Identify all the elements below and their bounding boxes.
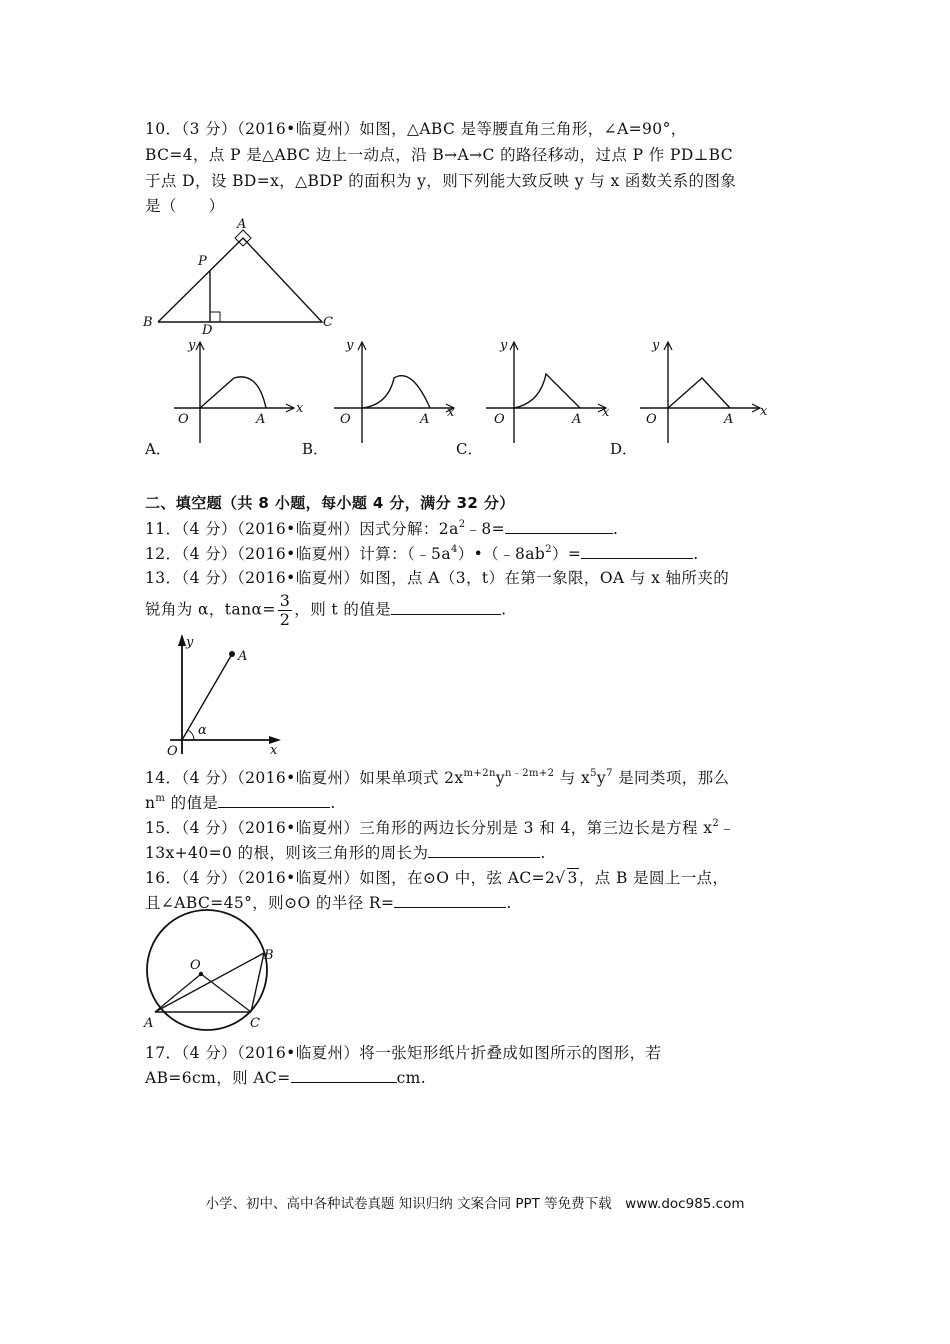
q14-line-1	[145, 766, 729, 788]
q15-line-2	[145, 841, 546, 863]
q14-exp-3: 5	[590, 768, 597, 779]
q14-text-e: 是同类项，那么	[612, 769, 730, 787]
q13-coordinate-figure	[167, 632, 290, 760]
q14-text-d: y	[596, 769, 607, 787]
q16-text-b: ，点 B 是圆上一点，	[578, 869, 729, 887]
q13-end: .	[501, 600, 507, 619]
graph-d-a-label: A	[724, 412, 734, 427]
q10-label-D: D	[202, 323, 213, 338]
q13-label-O: O	[167, 744, 178, 759]
graph-c-x-label: x	[602, 405, 610, 420]
q15-line-2-text: 13x+40=0 的根，则该三角形的周长为	[145, 844, 429, 862]
q10-label-A: A	[237, 217, 247, 232]
graph-d-y-label: y	[652, 338, 660, 353]
graph-d-o-label: O	[646, 412, 657, 427]
q12-exp-2: 2	[545, 544, 552, 555]
q17-line-2	[145, 1066, 426, 1088]
q15-text-a: 15．（4 分）（2016•临夏州）三角形的两边长分别是 3 和 4，第三边长是方程 x	[145, 819, 713, 837]
graph-c-o-label: O	[494, 412, 505, 427]
q16-radicand: 3	[567, 869, 578, 887]
q15-end: .	[540, 844, 546, 862]
q11-line	[145, 517, 618, 539]
q14-value-text: 的值是	[165, 794, 219, 812]
q10-option-c[interactable]: C．	[456, 440, 483, 458]
q11-rest: ﹣8=	[465, 520, 506, 538]
q15-text-b: ﹣	[719, 819, 736, 837]
q14-exp-2: n﹣2m+2	[504, 768, 555, 779]
q16-label-A: A	[144, 1016, 154, 1031]
graph-a-y-label: y	[188, 338, 196, 353]
q16-line-1	[145, 866, 728, 888]
q10-graph-a	[172, 337, 307, 447]
q10-graph-d	[638, 337, 773, 447]
q10-line-4: 是（ ）	[145, 197, 225, 215]
page-footer: 小学、初中、高中各种试卷真题 知识归纳 文案合同 PPT 等免费下载 www.doc985.com	[205, 1196, 745, 1212]
q16-answer-blank[interactable]	[394, 893, 506, 908]
q13-fraction	[278, 593, 293, 628]
q12-text-c: ）=	[551, 545, 582, 563]
q14-text-c: 与 x	[554, 769, 591, 787]
q14-text-a: 14．（4 分）（2016•临夏州）如果单项式 2x	[145, 769, 464, 787]
q12-text-b: ）•（﹣8ab	[457, 545, 546, 563]
q15-line-1	[145, 816, 735, 838]
q14-answer-blank[interactable]	[218, 793, 330, 808]
q10-option-b[interactable]: B．	[302, 440, 329, 458]
q10-label-P: P	[198, 254, 207, 269]
graph-b-x-label: x	[447, 405, 455, 420]
graph-b-o-label: O	[340, 412, 351, 427]
q13-post: ，则 t 的值是	[294, 600, 392, 619]
q15-answer-blank[interactable]	[428, 843, 540, 858]
q10-line-3: 于点 D，设 BD=x，△BDP 的面积为 y，则下列能大致反映 y 与 x 函数关系的图象	[145, 172, 737, 190]
q10-option-d[interactable]: D．	[610, 440, 638, 458]
q13-line-1: 13．（4 分）（2016•临夏州）如图，点 A（3，t）在第一象限，OA 与 x 轴所夹的	[145, 569, 730, 587]
q13-denominator: 2	[279, 610, 291, 629]
q10-triangle-figure	[140, 215, 340, 340]
q10-graph-b	[330, 337, 465, 447]
q16-circle-figure	[140, 913, 290, 1033]
sqrt-icon: √	[555, 869, 566, 887]
q16-label-C: C	[250, 1016, 260, 1031]
q11-text: 11．（4 分）（2016•临夏州）因式分解：2a	[145, 520, 459, 538]
q13-label-y: y	[186, 635, 194, 650]
q14-exp-1: m+2n	[463, 768, 496, 779]
q13-label-alpha: α	[198, 723, 207, 738]
q14-end: .	[330, 794, 336, 812]
q16-label-O: O	[190, 958, 201, 973]
q13-numerator: 3	[279, 591, 291, 610]
q11-exponent: 2	[458, 519, 466, 530]
q16-line-2-text: 且∠ABC=45°，则⊙O 的半径 R=	[145, 894, 395, 912]
graph-c-a-label: A	[572, 412, 582, 427]
graph-a-o-label: O	[178, 412, 189, 427]
q12-answer-blank[interactable]	[581, 544, 693, 559]
graph-a-x-label: x	[296, 401, 304, 416]
q10-graph-c	[484, 337, 619, 447]
q13-pre: 锐角为 α，tanα=	[145, 600, 276, 619]
q16-end: .	[506, 894, 512, 912]
q12-end: .	[693, 545, 699, 563]
q10-line-1: 10．（3 分）（2016•临夏州）如图，△ABC 是等腰直角三角形，∠A=90°，	[145, 120, 687, 138]
graph-b-a-label: A	[420, 412, 430, 427]
q17-line-2-text: AB=6cm，则 AC=	[145, 1069, 291, 1087]
q14-m: m	[155, 793, 166, 804]
graph-c-y-label: y	[500, 338, 508, 353]
q13-label-x: x	[270, 743, 278, 758]
q13-label-A: A	[238, 649, 248, 664]
q15-exp: 2	[712, 818, 720, 829]
q14-n: n	[145, 794, 156, 812]
graph-d-x-label: x	[760, 404, 768, 419]
q11-answer-blank[interactable]	[505, 519, 613, 534]
q12-text-a: 12．（4 分）（2016•临夏州）计算：（﹣5a	[145, 545, 451, 563]
q17-answer-blank[interactable]	[291, 1068, 397, 1083]
q12-line	[145, 542, 699, 564]
q13-answer-blank[interactable]	[391, 600, 501, 615]
q14-line-2	[145, 791, 336, 813]
q10-label-B: B	[143, 315, 153, 330]
q10-line-2: BC=4，点 P 是△ABC 边上一动点，沿 B→A→C 的路径移动，过点 P 作 PD⊥BC	[145, 146, 734, 164]
graph-b-y-label: y	[346, 338, 354, 353]
section-2-title: 二、填空题（共 8 小题，每小题 4 分，满分 32 分）	[145, 494, 515, 512]
q16-label-B: B	[264, 948, 274, 963]
q12-exp-1: 4	[450, 544, 458, 555]
q13-line-2	[145, 593, 506, 628]
q11-end: .	[613, 520, 619, 538]
q10-label-C: C	[323, 315, 333, 330]
q14-exp-4: 7	[606, 768, 613, 779]
q17-line-1: 17．（4 分）（2016•临夏州）将一张矩形纸片折叠成如图所示的图形，若	[145, 1044, 662, 1062]
graph-a-a-label: A	[256, 412, 266, 427]
q14-text-b: y	[495, 769, 505, 787]
q16-text-a: 16．（4 分）（2016•临夏州）如图，在⊙O 中，弦 AC=2	[145, 869, 556, 887]
q10-option-a[interactable]: A．	[145, 440, 171, 458]
q17-end: cm.	[396, 1069, 427, 1087]
